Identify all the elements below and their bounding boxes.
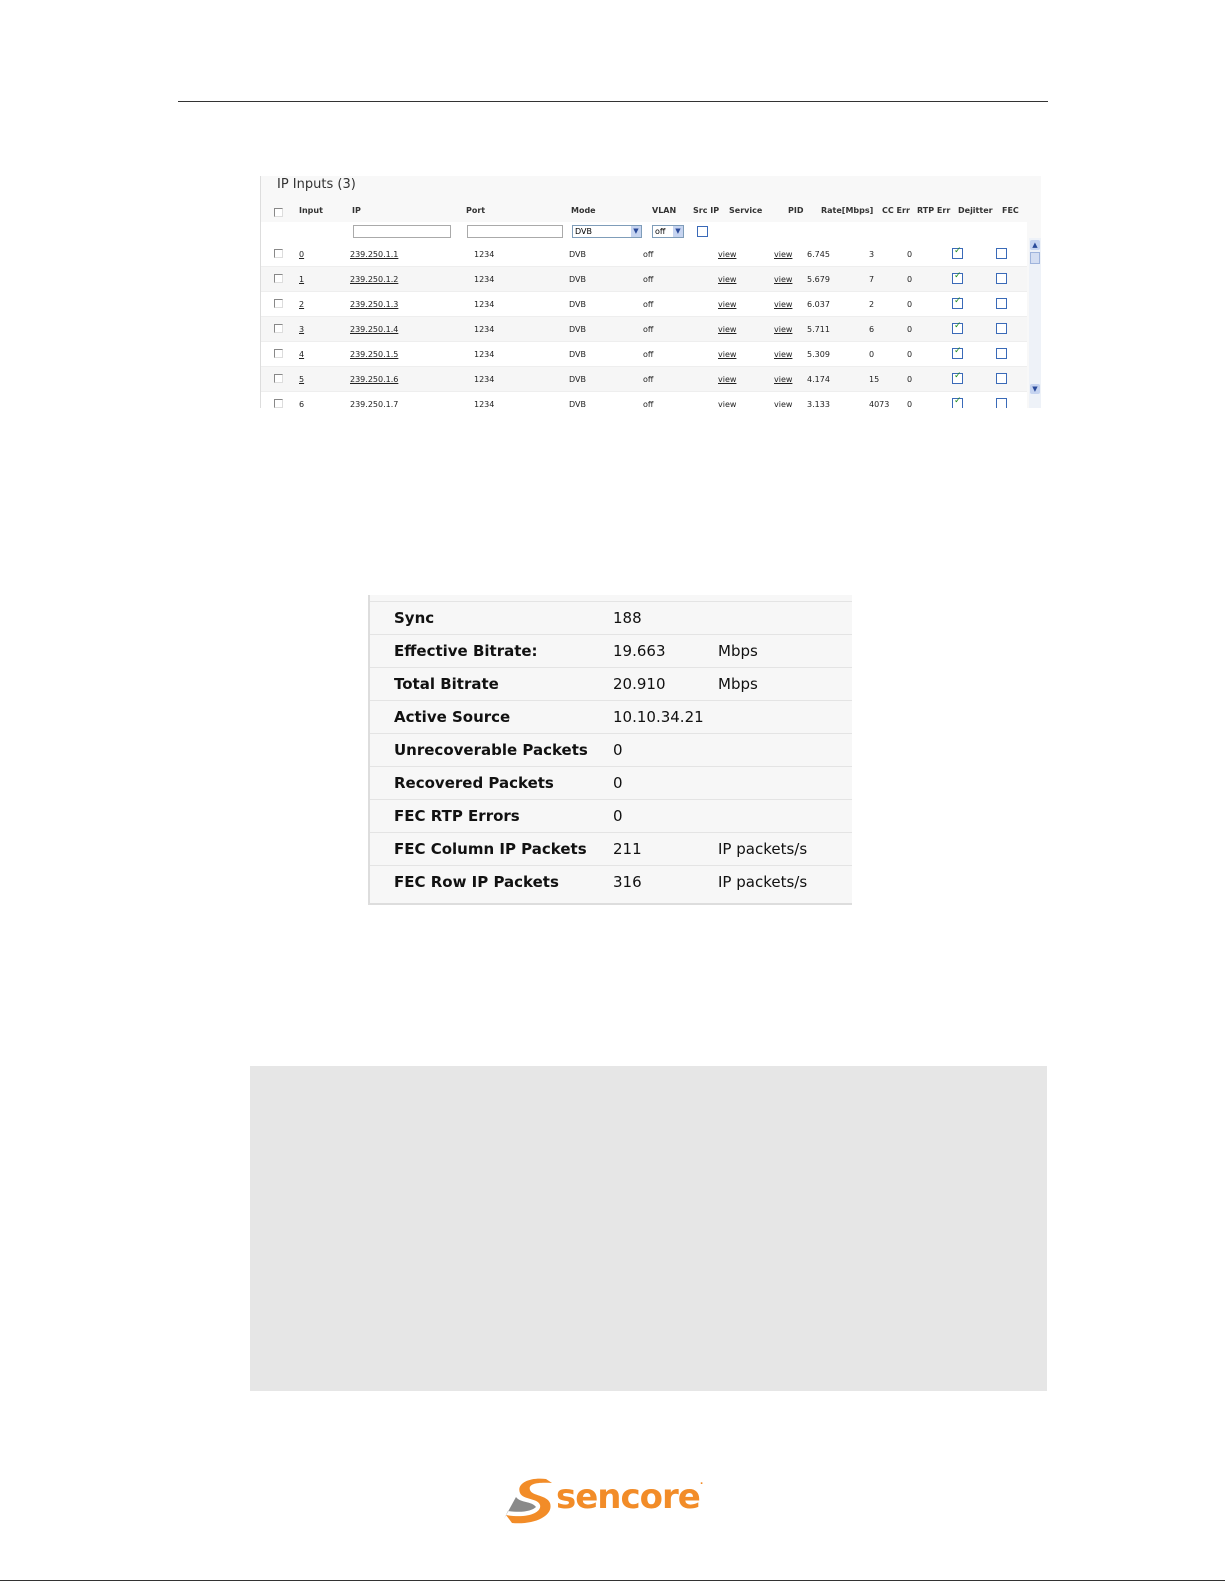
fec-checkbox[interactable] [996, 298, 1007, 309]
row-select-checkbox[interactable] [274, 349, 283, 358]
table-row [261, 392, 1027, 408]
col-cc-err[interactable]: CC Err [882, 206, 910, 215]
cell-rtp-err: 0 [907, 300, 913, 309]
cell-pid[interactable]: view [774, 375, 793, 384]
cell-service[interactable]: view [718, 250, 737, 259]
stat-value: 211 [613, 840, 642, 858]
cell-port: 1234 [474, 375, 495, 384]
stat-label: Recovered Packets [394, 774, 554, 792]
col-rtp-err[interactable]: RTP Err [917, 206, 951, 215]
cell-service[interactable]: view [718, 275, 737, 284]
col-rate[interactable]: Rate[Mbps] [821, 206, 874, 215]
fec-checkbox[interactable] [996, 348, 1007, 359]
cell-cc-err: 7 [869, 275, 875, 284]
cell-port: 1234 [474, 300, 495, 309]
cell-service[interactable]: view [718, 350, 737, 359]
cell-service[interactable]: view [718, 400, 737, 408]
row-select-checkbox[interactable] [274, 374, 283, 383]
fec-checkbox[interactable] [996, 248, 1007, 259]
row-select-checkbox[interactable] [274, 399, 283, 408]
cell-cc-err: 2 [869, 300, 875, 309]
col-vlan[interactable]: VLAN [652, 206, 677, 215]
stats-row [370, 865, 852, 898]
header-rule [178, 101, 1048, 102]
sencore-swoosh-icon [502, 1475, 562, 1525]
cell-mode: DVB [569, 250, 586, 259]
cell-vlan: off [643, 400, 654, 408]
table-row [261, 267, 1027, 292]
select-all-checkbox[interactable] [274, 208, 283, 217]
cell-service[interactable]: view [718, 375, 737, 384]
stats-row [370, 700, 852, 733]
cell-ip[interactable]: 239.250.1.1 [350, 250, 399, 259]
cell-rate: 6.037 [807, 300, 830, 309]
src-ip-filter-checkbox[interactable] [697, 226, 708, 237]
cell-service[interactable]: view [718, 300, 737, 309]
scroll-thumb[interactable] [1030, 252, 1040, 264]
cell-port: 1234 [474, 250, 495, 259]
cell-input[interactable]: 2 [299, 300, 305, 309]
cell-vlan: off [643, 300, 654, 309]
cell-cc-err: 3 [869, 250, 875, 259]
cell-vlan: off [643, 250, 654, 259]
cell-mode: DVB [569, 300, 586, 309]
cell-port: 1234 [474, 325, 495, 334]
chevron-down-icon: ▼ [673, 226, 683, 237]
cell-pid[interactable]: view [774, 300, 793, 309]
stat-unit: Mbps [718, 642, 758, 660]
cell-rate: 5.309 [807, 350, 830, 359]
panel-title: IP Inputs (3) [277, 177, 356, 192]
col-src-ip[interactable]: Src IP [693, 206, 720, 215]
stat-label: FEC RTP Errors [394, 807, 520, 825]
filter-row [261, 222, 1027, 242]
brand-name: sencore. [556, 1477, 703, 1517]
cell-rtp-err: 0 [907, 375, 913, 384]
col-fec[interactable]: FEC [1002, 206, 1019, 215]
ip-inputs-panel [260, 176, 1041, 408]
col-dejitter[interactable]: Dejitter [958, 206, 993, 215]
cell-mode: DVB [569, 275, 586, 284]
cell-mode: DVB [569, 350, 586, 359]
fec-checkbox[interactable] [996, 273, 1007, 284]
table-row [261, 367, 1027, 392]
table-row [261, 317, 1027, 342]
row-select-checkbox[interactable] [274, 249, 283, 258]
stat-value: 316 [613, 873, 642, 891]
col-mode[interactable]: Mode [571, 206, 596, 215]
stat-value: 19.663 [613, 642, 666, 660]
cell-port: 1234 [474, 350, 495, 359]
dejitter-checkbox[interactable] [952, 323, 963, 334]
fec-checkbox[interactable] [996, 323, 1007, 334]
stat-label: Active Source [394, 708, 511, 726]
cell-cc-err: 6 [869, 325, 875, 334]
stat-label: Unrecoverable Packets [394, 741, 588, 759]
cell-input[interactable]: 1 [299, 275, 305, 284]
table-row [261, 342, 1027, 367]
col-ip[interactable]: IP [352, 206, 361, 215]
row-select-checkbox[interactable] [274, 299, 283, 308]
scroll-down-icon[interactable]: ▼ [1030, 384, 1040, 394]
row-select-checkbox[interactable] [274, 274, 283, 283]
cell-port: 1234 [474, 275, 495, 284]
note-box [250, 1066, 1047, 1391]
dejitter-checkbox[interactable] [952, 273, 963, 284]
cell-ip[interactable]: 239.250.1.3 [350, 300, 399, 309]
cell-rate: 5.679 [807, 275, 830, 284]
stat-label: FEC Row IP Packets [394, 873, 559, 891]
stats-row [370, 733, 852, 766]
cell-vlan: off [643, 350, 654, 359]
stat-value: 20.910 [613, 675, 666, 693]
cell-mode: DVB [569, 400, 586, 408]
sencore-logo [502, 1475, 722, 1525]
dejitter-checkbox[interactable] [952, 373, 963, 384]
stats-row [370, 799, 852, 832]
stats-row [370, 634, 852, 667]
cell-rate: 5.711 [807, 325, 830, 334]
cell-pid[interactable]: view [774, 400, 793, 408]
cell-service[interactable]: view [718, 325, 737, 334]
cell-port: 1234 [474, 400, 495, 408]
cell-rate: 4.174 [807, 375, 830, 384]
col-pid[interactable]: PID [788, 206, 804, 215]
stat-unit: Mbps [718, 675, 758, 693]
cell-ip[interactable]: 239.250.1.6 [350, 375, 399, 384]
vlan-filter-select[interactable] [652, 225, 684, 238]
cell-rtp-err: 0 [907, 275, 913, 284]
cell-input[interactable]: 0 [299, 250, 305, 259]
fec-checkbox[interactable] [996, 373, 1007, 384]
fec-checkbox[interactable] [996, 398, 1007, 408]
chevron-down-icon: ▼ [631, 226, 641, 237]
stream-stats-table [368, 595, 852, 905]
cell-rate: 6.745 [807, 250, 830, 259]
stat-value: 0 [613, 807, 623, 825]
table-row [261, 292, 1027, 317]
row-select-checkbox[interactable] [274, 324, 283, 333]
dejitter-checkbox[interactable] [952, 248, 963, 259]
stats-row [370, 601, 852, 634]
cell-ip[interactable]: 239.250.1.2 [350, 275, 399, 284]
cell-rtp-err: 0 [907, 250, 913, 259]
ip-filter-input[interactable] [353, 225, 451, 238]
cell-rtp-err: 0 [907, 400, 913, 408]
mode-filter-value: DVB [575, 227, 592, 236]
col-service[interactable]: Service [729, 206, 763, 215]
stat-label: FEC Column IP Packets [394, 840, 587, 858]
cell-mode: DVB [569, 325, 586, 334]
table-header [261, 204, 1027, 220]
stats-row [370, 832, 852, 865]
stat-value: 0 [613, 774, 623, 792]
cell-input[interactable]: 4 [299, 350, 305, 359]
vlan-filter-value: off [655, 227, 666, 236]
cell-input[interactable]: 6 [299, 400, 305, 408]
stats-row [370, 667, 852, 700]
cell-pid[interactable]: view [774, 325, 793, 334]
cell-pid[interactable]: view [774, 350, 793, 359]
col-input[interactable]: Input [299, 206, 323, 215]
stat-unit: IP packets/s [718, 873, 808, 891]
cell-input[interactable]: 3 [299, 325, 305, 334]
cell-pid[interactable]: view [774, 250, 793, 259]
cell-rtp-err: 0 [907, 350, 913, 359]
table-row [261, 242, 1027, 267]
cell-vlan: off [643, 375, 654, 384]
cell-cc-err: 4073 [869, 400, 890, 408]
cell-mode: DVB [569, 375, 586, 384]
cell-rtp-err: 0 [907, 325, 913, 334]
stats-row [370, 766, 852, 799]
scroll-up-icon[interactable]: ▲ [1030, 240, 1040, 250]
cell-vlan: off [643, 275, 654, 284]
dejitter-checkbox[interactable] [952, 348, 963, 359]
cell-ip[interactable]: 239.250.1.5 [350, 350, 399, 359]
stat-label: Sync [394, 609, 435, 627]
dejitter-checkbox[interactable] [952, 398, 963, 408]
stat-label: Total Bitrate [394, 675, 499, 693]
port-filter-input[interactable] [467, 225, 563, 238]
inputs-table-body [261, 242, 1027, 408]
cell-cc-err: 0 [869, 350, 875, 359]
stat-label: Effective Bitrate: [394, 642, 538, 660]
cell-input[interactable]: 5 [299, 375, 305, 384]
stat-unit: IP packets/s [718, 840, 808, 858]
cell-rate: 3.133 [807, 400, 830, 408]
cell-vlan: off [643, 325, 654, 334]
cell-pid[interactable]: view [774, 275, 793, 284]
dejitter-checkbox[interactable] [952, 298, 963, 309]
stat-value: 10.10.34.21 [613, 708, 704, 726]
cell-ip[interactable]: 239.250.1.4 [350, 325, 399, 334]
footer-rule [0, 1580, 1225, 1581]
stat-value: 188 [613, 609, 642, 627]
col-port[interactable]: Port [466, 206, 486, 215]
cell-cc-err: 15 [869, 375, 880, 384]
vertical-scrollbar[interactable] [1029, 238, 1041, 408]
stat-value: 0 [613, 741, 623, 759]
cell-ip[interactable]: 239.250.1.7 [350, 400, 399, 408]
mode-filter-select[interactable] [572, 225, 642, 238]
